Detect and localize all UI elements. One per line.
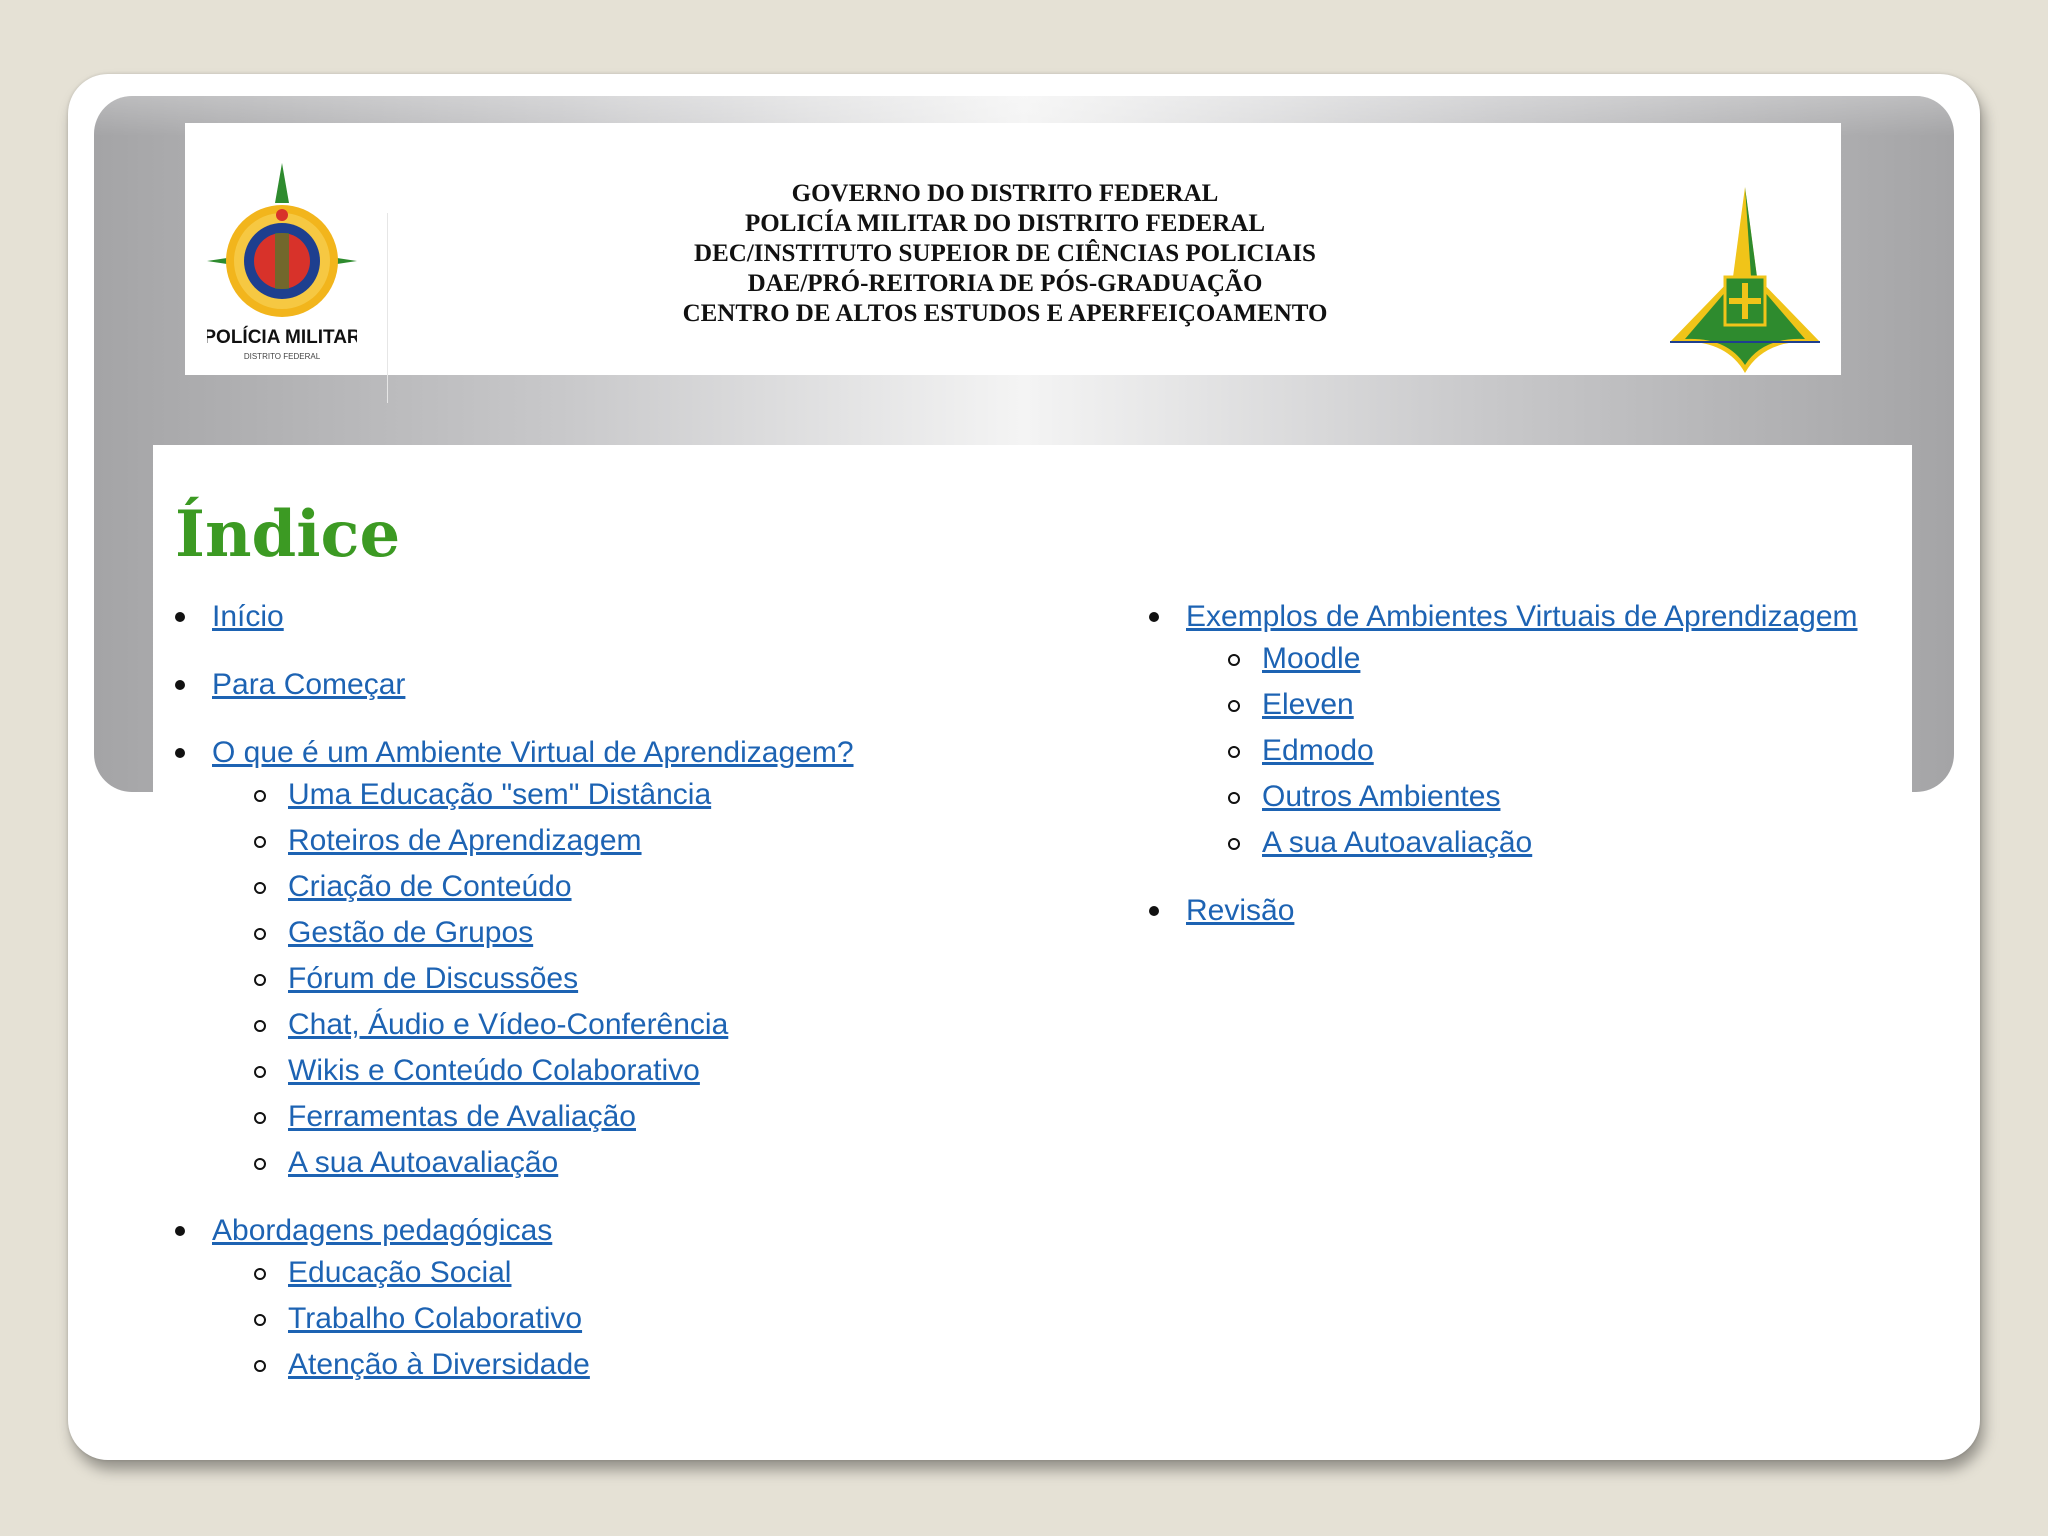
link-autoavaliacao-2[interactable]: A sua Autoavaliação (1262, 826, 1533, 859)
bullet-icon (1149, 906, 1159, 916)
circle-bullet-icon (254, 1112, 266, 1124)
circle-bullet-icon (1228, 838, 1240, 850)
sublist-item (175, 959, 854, 1005)
bullet-icon (175, 1226, 185, 1236)
sublist-item (1149, 685, 1858, 731)
circle-bullet-icon (1228, 700, 1240, 712)
bullet-icon (175, 680, 185, 690)
content-panel (153, 445, 1912, 1460)
list-item (1149, 891, 1858, 931)
circle-bullet-icon (254, 836, 266, 848)
sublist-item (175, 1299, 854, 1345)
bullet-icon (175, 748, 185, 758)
link-gestao-grupos[interactable]: Gestão de Grupos (288, 916, 534, 949)
circle-bullet-icon (254, 1360, 266, 1372)
distrito-federal-flag-emblem-icon (1665, 187, 1825, 373)
list-item (175, 665, 854, 705)
circle-bullet-icon (254, 1066, 266, 1078)
link-outros-ambientes[interactable]: Outros Ambientes (1262, 780, 1501, 813)
link-chat-audio-video[interactable]: Chat, Áudio e Vídeo-Conferência (288, 1008, 729, 1041)
link-forum[interactable]: Fórum de Discussões (288, 962, 579, 995)
link-atencao-diversidade[interactable]: Atenção à Diversidade (288, 1348, 590, 1381)
sublist-item (175, 1005, 854, 1051)
link-wikis[interactable]: Wikis e Conteúdo Colaborativo (288, 1054, 700, 1087)
circle-bullet-icon (254, 928, 266, 940)
link-autoavaliacao-1[interactable]: A sua Autoavaliação (288, 1146, 559, 1179)
logo-left-subtext: DISTRITO FEDERAL (243, 352, 321, 361)
header-text (605, 179, 1405, 329)
sublist-item (1149, 731, 1858, 777)
sublist (1149, 639, 1858, 869)
bullet-icon (1149, 612, 1159, 622)
sublist (175, 775, 854, 1189)
list-item (175, 733, 854, 1189)
link-revisao[interactable]: Revisão (1186, 894, 1295, 927)
circle-bullet-icon (254, 974, 266, 986)
index-list-right (1149, 597, 1858, 931)
link-trabalho-colaborativo[interactable]: Trabalho Colaborativo (288, 1302, 583, 1335)
circle-bullet-icon (254, 790, 266, 802)
header-line-3: DEC/INSTITUTO SUPEIOR DE CIÊNCIAS POLICIAIS (694, 240, 1316, 267)
sublist-item (1149, 823, 1858, 869)
circle-bullet-icon (254, 1158, 266, 1170)
link-edmodo[interactable]: Edmodo (1262, 734, 1374, 767)
link-inicio[interactable]: Início (212, 600, 284, 633)
circle-bullet-icon (1228, 792, 1240, 804)
list-item (1149, 597, 1858, 869)
link-para-comecar[interactable]: Para Começar (212, 668, 406, 701)
sublist-item (175, 821, 854, 867)
bullet-icon (175, 612, 185, 622)
sublist-item (175, 1345, 854, 1391)
institution-header (185, 123, 1841, 375)
link-eleven[interactable]: Eleven (1262, 688, 1354, 721)
circle-bullet-icon (254, 1268, 266, 1280)
policia-militar-badge-icon (207, 163, 357, 373)
sublist-item (175, 1143, 854, 1189)
link-educacao-social[interactable]: Educação Social (288, 1256, 512, 1289)
sublist-item (175, 913, 854, 959)
sublist-item (175, 1051, 854, 1097)
sublist-item (1149, 777, 1858, 823)
link-abordagens[interactable]: Abordagens pedagógicas (212, 1214, 553, 1247)
circle-bullet-icon (1228, 746, 1240, 758)
sublist-item (175, 867, 854, 913)
page-title: Índice (175, 497, 401, 572)
header-line-1: GOVERNO DO DISTRITO FEDERAL (791, 180, 1219, 207)
sublist-item (1149, 639, 1858, 685)
circle-bullet-icon (254, 882, 266, 894)
header-line-5: CENTRO DE ALTOS ESTUDOS E APERFEIÇOAMENTO (682, 300, 1328, 327)
header-line-2: POLICÍA MILITAR DO DISTRITO FEDERAL (744, 210, 1265, 237)
sublist-item (175, 775, 854, 821)
index-list-left (175, 597, 854, 1391)
circle-bullet-icon (254, 1314, 266, 1326)
link-ferramentas-avaliacao[interactable]: Ferramentas de Avaliação (288, 1100, 636, 1133)
sublist-item (175, 1253, 854, 1299)
link-moodle[interactable]: Moodle (1262, 642, 1361, 675)
circle-bullet-icon (1228, 654, 1240, 666)
list-item (175, 597, 854, 637)
sublist (175, 1253, 854, 1391)
sublist-item (175, 1097, 854, 1143)
list-item (175, 1211, 854, 1391)
link-educacao-sem-distancia[interactable]: Uma Educação "sem" Distância (288, 778, 712, 811)
link-criacao-conteudo[interactable]: Criação de Conteúdo (288, 870, 572, 903)
circle-bullet-icon (254, 1020, 266, 1032)
link-roteiros[interactable]: Roteiros de Aprendizagem (288, 824, 642, 857)
link-exemplos-ava[interactable]: Exemplos de Ambientes Virtuais de Aprendizagem (1186, 600, 1858, 633)
logo-left-text: POLÍCIA MILITAR (207, 327, 357, 348)
header-line-4: DAE/PRÓ-REITORIA DE PÓS-GRADUAÇÃO (747, 270, 1263, 297)
link-o-que-e-ava[interactable]: O que é um Ambiente Virtual de Aprendizagem? (212, 736, 854, 769)
